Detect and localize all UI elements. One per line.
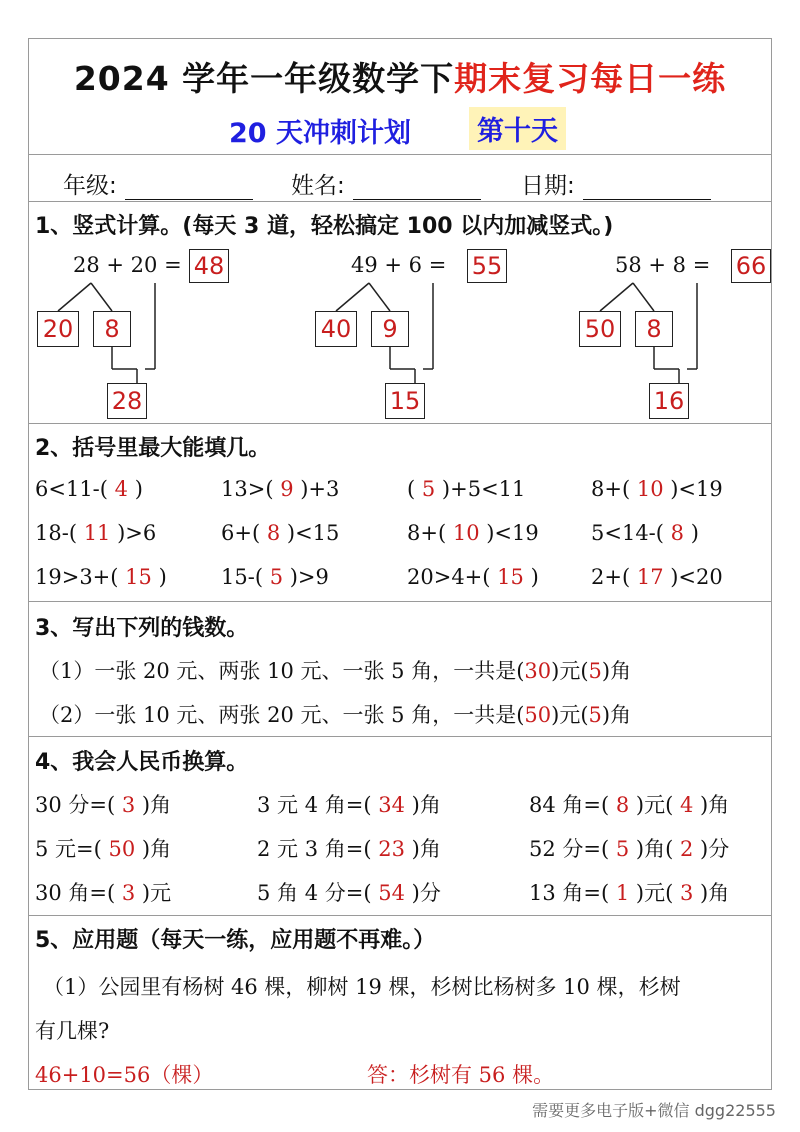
inequality-right: )+5<11 [435, 477, 526, 501]
conversion-item [529, 789, 729, 819]
title-red: 期末复习每日一练 [454, 59, 727, 98]
inequality-left: 8+( [407, 521, 453, 545]
inequality-item [35, 565, 167, 589]
conversion-item [257, 877, 441, 907]
title-black: 2024 学年一年级数学下 [73, 59, 455, 98]
inequality-answer: 10 [636, 477, 664, 501]
word-problem-work: 46+10=56（棵） [35, 1063, 214, 1087]
conversion-answer: 1 [615, 881, 630, 905]
inequality-left: 13>( [221, 477, 281, 501]
inequality-answer: 8 [266, 521, 281, 545]
decomposition-lines [29, 39, 773, 439]
section-4-heading: 4、我会人民币换算。 [35, 750, 249, 775]
conversion-right: )角 [404, 837, 441, 861]
partial-sum-box: 15 [385, 383, 425, 419]
inequality-left: 15-( [221, 565, 270, 589]
inequality-right: ) [523, 565, 539, 589]
inequality-right: )<19 [663, 477, 723, 501]
answer-box: 48 [189, 249, 229, 283]
money-unit: )角 [601, 703, 632, 727]
conversion-left: 3 元 4 角=( [257, 793, 379, 817]
conversion-mid: )角( [629, 837, 680, 861]
inequality-right: ) [151, 565, 167, 589]
money-question: （1）一张 20 元、两张 10 元、一张 5 角，一共是( [39, 659, 525, 683]
inequality-right: ) [684, 521, 699, 545]
inequality-answer: 5 [421, 477, 436, 501]
divider [29, 601, 771, 602]
split-box-tens: 20 [37, 311, 79, 347]
inequality-item [407, 521, 539, 545]
yuan-answer: 50 [524, 703, 552, 727]
divider [29, 736, 771, 737]
conversion-mid: )元( [629, 793, 680, 817]
conversion-answer: 54 [378, 881, 405, 905]
inequality-left: 20>4+( [407, 565, 498, 589]
word-problem-line-2: 有几棵? [35, 1019, 110, 1043]
word-problem-answer: 答：杉树有 56 棵。 [367, 1063, 555, 1087]
inequality-left: ( [407, 477, 422, 501]
yuan-answer: 30 [524, 659, 552, 683]
split-box-tens: 40 [315, 311, 357, 347]
conversion-left: 52 分=( [529, 837, 616, 861]
section-2-heading: 2、括号里最大能填几。 [35, 436, 271, 461]
name-field: 姓名: [291, 167, 481, 200]
jiao-answer: 5 [588, 659, 602, 683]
answer-box: 55 [467, 249, 507, 283]
split-box-tens: 50 [579, 311, 621, 347]
conversion-item [35, 789, 171, 819]
conversion-answer: 3 [121, 881, 136, 905]
inequality-left: 6<11-( [35, 477, 115, 501]
equation-text: 58 + 8 = [615, 253, 711, 277]
divider [29, 915, 771, 916]
conversion-answer: 3 [121, 793, 136, 817]
conversion-item [35, 877, 171, 907]
conversion-right: )角 [135, 793, 172, 817]
inequality-answer: 15 [497, 565, 524, 589]
section-3-heading: 3、写出下列的钱数。 [35, 616, 249, 641]
inequality-right: )<20 [663, 565, 723, 589]
conversion-answer: 5 [615, 837, 630, 861]
money-item [39, 655, 631, 685]
conversion-right: )角 [135, 837, 172, 861]
inequality-right: )<15 [280, 521, 340, 545]
conversion-item [257, 789, 441, 819]
money-unit: )元( [551, 703, 589, 727]
conversion-right: )角 [404, 793, 441, 817]
conversion-answer: 34 [378, 793, 405, 817]
split-box-ones: 8 [93, 311, 131, 347]
inequality-left: 5<14-( [591, 521, 671, 545]
answer-box: 66 [731, 249, 771, 283]
conversion-left: 30 分=( [35, 793, 122, 817]
inequality-left: 2+( [591, 565, 637, 589]
conversion-item [257, 833, 441, 863]
inequality-item [407, 477, 525, 501]
inequality-answer: 5 [269, 565, 284, 589]
conversion-answer: 23 [378, 837, 405, 861]
money-unit: )角 [601, 659, 632, 683]
conversion-answer-2: 4 [680, 793, 694, 817]
equation-text: 28 + 20 = [73, 253, 182, 277]
inequality-right: )>6 [110, 521, 157, 545]
money-unit: )元( [551, 659, 589, 683]
money-question: （2）一张 10 元、两张 20 元、一张 5 角，一共是( [39, 703, 525, 727]
conversion-mid: )元( [629, 881, 680, 905]
inequality-item [221, 477, 339, 501]
inequality-left: 19>3+( [35, 565, 126, 589]
jiao-answer: 5 [588, 703, 602, 727]
inequality-item [591, 521, 699, 545]
split-box-ones: 9 [371, 311, 409, 347]
inequality-answer: 8 [670, 521, 685, 545]
inequality-answer: 15 [125, 565, 152, 589]
conversion-answer: 50 [108, 837, 136, 861]
bracket-line [633, 283, 654, 311]
inequality-item [221, 565, 329, 589]
conversion-left: 13 角=( [529, 881, 616, 905]
inequality-answer: 9 [280, 477, 294, 501]
conversion-right: )分 [693, 837, 730, 861]
conversion-left: 2 元 3 角=( [257, 837, 379, 861]
bracket-line [600, 283, 633, 311]
inequality-item [407, 565, 539, 589]
inequality-item [591, 565, 723, 589]
inequality-right: )<19 [479, 521, 539, 545]
footer-note: 需要更多电子版+微信 dgg22555 [532, 1101, 776, 1120]
day-label: 第十天 [469, 107, 566, 150]
split-box-ones: 8 [635, 311, 673, 347]
conversion-right: )分 [404, 881, 441, 905]
subtitle: 20 天冲刺计划 [229, 118, 411, 149]
inequality-left: 8+( [591, 477, 637, 501]
inequality-answer: 11 [83, 521, 111, 545]
section-1-heading: 1、竖式计算。(每天 3 道，轻松搞定 100 以内加减竖式。) [35, 214, 614, 239]
conversion-item [529, 877, 729, 907]
conversion-answer-2: 2 [680, 837, 694, 861]
inequality-item [591, 477, 723, 501]
partial-sum-box: 28 [107, 383, 147, 419]
conversion-left: 30 角=( [35, 881, 122, 905]
inequality-answer: 17 [636, 565, 664, 589]
conversion-answer-2: 3 [680, 881, 694, 905]
date-field: 日期: [521, 167, 711, 200]
section-5-heading: 5、应用题（每天一练，应用题不再难。） [35, 928, 436, 953]
conversion-right: )角 [693, 793, 730, 817]
equation-text: 49 + 6 = [351, 253, 447, 277]
conversion-left: 5 元=( [35, 837, 109, 861]
conversion-right: )角 [693, 881, 730, 905]
inequality-right: ) [128, 477, 143, 501]
worksheet [28, 38, 772, 1090]
conversion-answer: 8 [615, 793, 630, 817]
inequality-right: )>9 [283, 565, 329, 589]
conversion-left: 84 角=( [529, 793, 616, 817]
inequality-right: )+3 [293, 477, 340, 501]
inequality-item [221, 521, 339, 545]
inequality-answer: 4 [114, 477, 129, 501]
partial-sum-box: 16 [649, 383, 689, 419]
conversion-right: )元 [135, 881, 172, 905]
conversion-item [35, 833, 171, 863]
inequality-left: 6+( [221, 521, 267, 545]
inequality-item [35, 477, 143, 501]
inequality-answer: 10 [452, 521, 480, 545]
grade-field: 年级: [63, 167, 253, 200]
conversion-left: 5 角 4 分=( [257, 881, 379, 905]
conversion-item [529, 833, 729, 863]
money-item [39, 699, 631, 729]
word-problem-line-1: （1）公园里有杨树 46 棵，柳树 19 棵，杉树比杨树多 10 棵，杉树 [43, 975, 681, 999]
inequality-item [35, 521, 156, 545]
inequality-left: 18-( [35, 521, 84, 545]
